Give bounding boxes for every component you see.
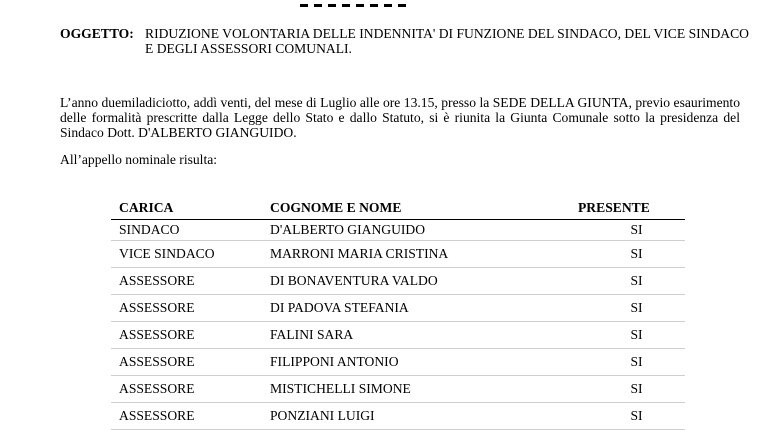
cell-presente: SI [570, 349, 685, 376]
table-header-row [111, 200, 685, 220]
table-row [111, 376, 685, 403]
cell-carica: ASSESSORE [111, 322, 262, 349]
header-presente: PRESENTE [570, 200, 685, 220]
table-row [111, 241, 685, 268]
cell-presente: SI [570, 220, 685, 241]
cell-carica: ASSESSORE [111, 403, 262, 430]
cell-nome: MARRONI MARIA CRISTINA [262, 241, 570, 268]
attendance-table [111, 200, 685, 430]
roll-call-label: All’appello nominale risulta: [60, 152, 218, 167]
table-row [111, 268, 685, 295]
subject-block [60, 26, 750, 56]
table-row [111, 295, 685, 322]
subject-label: OGGETTO: [60, 26, 134, 41]
cell-carica: VICE SINDACO [111, 241, 262, 268]
subject-text: RIDUZIONE VOLONTARIA DELLE INDENNITA' DI FUNZIONE DEL SINDACO, DEL VICE SINDACO E DEGLI ASSESSORI COMUNALI. [145, 26, 749, 56]
cell-carica: ASSESSORE [111, 268, 262, 295]
intro-paragraph: L’anno duemiladiciotto, addì venti, del mese di Luglio alle ore 13.15, presso la SEDE DELLA GIUNTA, previo esaurimento delle formalità prescritte dalla Legge dello Stato e dallo Statuto, si è riunita la Giunta Comunale sotto la presidenza del Sindaco Dott. D'ALBERTO GIANGUIDO. [60, 95, 740, 140]
cell-carica: ASSESSORE [111, 376, 262, 403]
cell-carica: ASSESSORE [111, 295, 262, 322]
cell-nome: MISTICHELLI SIMONE [262, 376, 570, 403]
table-row [111, 403, 685, 430]
cell-nome: PONZIANI LUIGI [262, 403, 570, 430]
table-row [111, 322, 685, 349]
cell-carica: ASSESSORE [111, 349, 262, 376]
cell-nome: D'ALBERTO GIANGUIDO [262, 220, 570, 241]
cell-presente: SI [570, 268, 685, 295]
table-row [111, 220, 685, 241]
cell-carica: SINDACO [111, 220, 262, 241]
header-carica: CARICA [111, 200, 262, 220]
table-row [111, 349, 685, 376]
cell-nome: DI BONAVENTURA VALDO [262, 268, 570, 295]
cell-presente: SI [570, 241, 685, 268]
cell-presente: SI [570, 322, 685, 349]
cell-presente: SI [570, 376, 685, 403]
cell-nome: FALINI SARA [262, 322, 570, 349]
cell-presente: SI [570, 403, 685, 430]
header-cognome-nome: COGNOME E NOME [262, 200, 570, 220]
cell-nome: FILIPPONI ANTONIO [262, 349, 570, 376]
cell-presente: SI [570, 295, 685, 322]
cell-nome: DI PADOVA STEFANIA [262, 295, 570, 322]
